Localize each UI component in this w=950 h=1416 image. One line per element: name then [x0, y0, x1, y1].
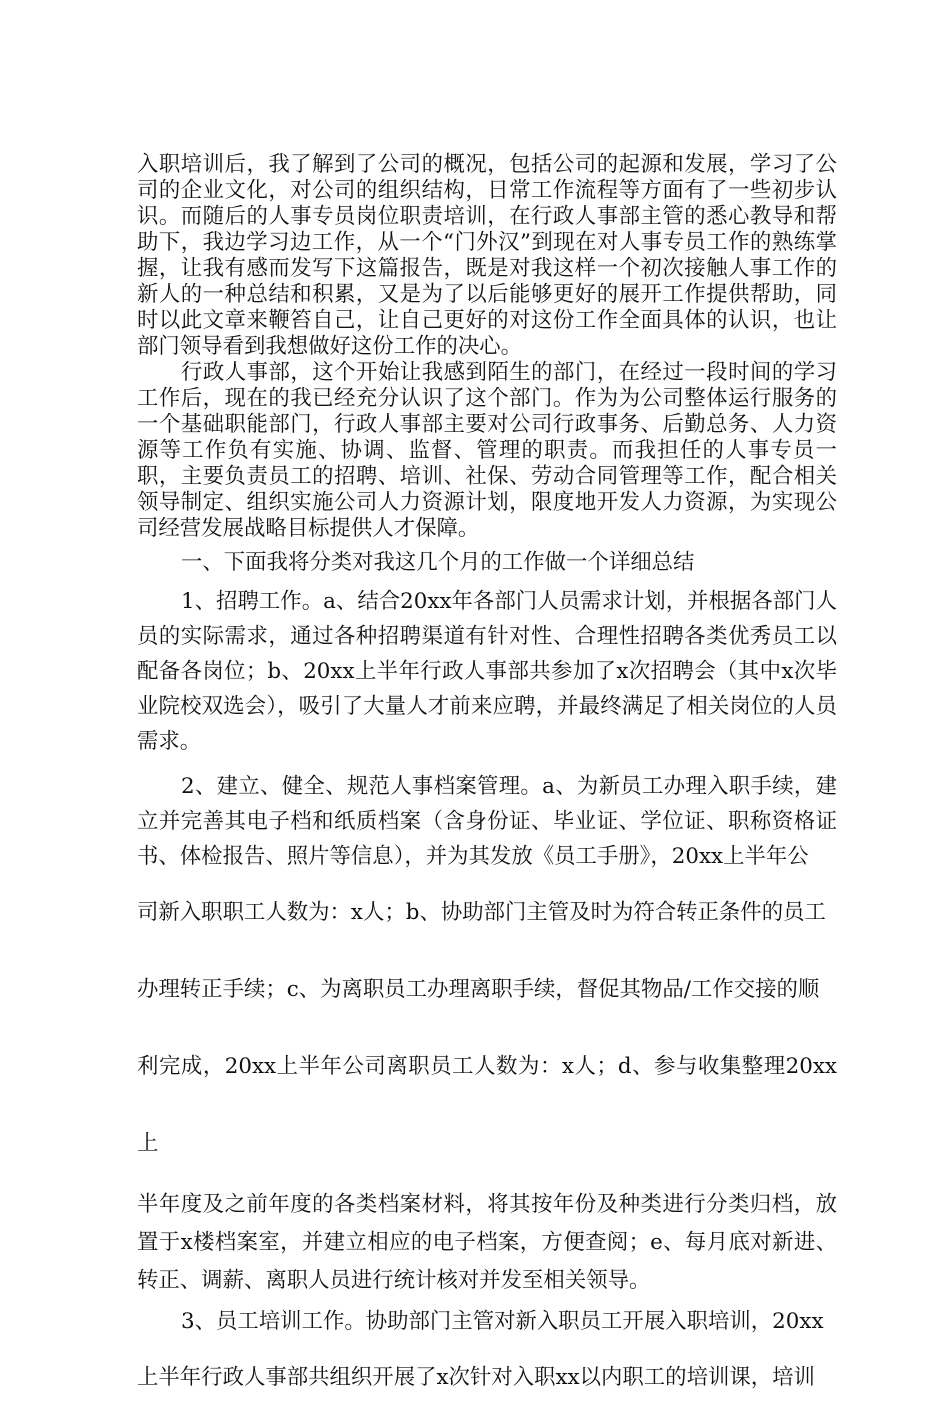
paragraph-training-line-2: 上半年行政人事部共组织开展了x次针对入职xx以内职工的培训课，培训 — [137, 1365, 815, 1390]
paragraph-intro: 入职培训后，我了解到了公司的概况，包括公司的起源和发展，学习了公司的企业文化，对公司的组织结构，日常工作流程等方面有了一些初步认识。而随后的人事专员岗位职责培训，在行政人事部主管的悉心教导和帮助下，我边学习边工作，从一个“门外汉”到现在对人事专员工作的熟练掌握，让我有感而发写下这篇报告，既是对我这样一个初次接触人事工作的新人的一种总结和积累，又是为了以后能够更好的展开工作提供帮助，同时以此文章来鞭笞自己，让自己更好的对这份工作全面具体的认识，也让部门领导看到我想做好这份工作的决心。 — [137, 152, 837, 359]
paragraph-training-line-1: 3、员工培训工作。协助部门主管对新入职员工开展入职培训，20xx — [181, 1309, 824, 1334]
document-body — [137, 152, 837, 1416]
paragraph-archives-line-2: 办理转正手续；c、为离职员工办理离职手续，督促其物品/工作交接的顺 — [137, 977, 820, 1002]
paragraph-archives-part-2: 半年度及之前年度的各类档案材料，将其按年份及种类进行分类归档，放置于x楼档案室，并建立相应的电子档案，方便查阅；e、每月底对新进、转正、调薪、离职人员进行统计核对并发至相关领导。 — [137, 1192, 837, 1293]
paragraph-summary-heading: 一、下面我将分类对我这几个月的工作做一个详细总结 — [181, 550, 695, 575]
paragraph-department: 行政人事部，这个开始让我感到陌生的部门，在经过一段时间的学习工作后，现在的我已经充分认识了这个部门。作为为公司整体运行服务的一个基础职能部门，行政人事部主要对公司行政事务、后勤总务、人力资源等工作负有实施、协调、监督、管理的职责。而我担任的人事专员一职，主要负责员工的招聘、培训、社保、劳动合同管理等工作，配合相关领导制定、组织实施公司人力资源计划，限度地开发人力资源，为实现公司经营发展战略目标提供人才保障。 — [137, 360, 837, 541]
paragraph-archives-line-3: 利完成，20xx上半年公司离职员工人数为：x人；d、参与收集整理20xx上 — [137, 1054, 837, 1156]
paragraph-archives-line-1: 司新入职职工人数为：x人；b、协助部门主管及时为符合转正条件的员工 — [137, 900, 826, 925]
paragraph-archives-part-1: 2、建立、健全、规范人事档案管理。a、为新员工办理入职手续，建立并完善其电子档和纸质档案（含身份证、毕业证、学位证、职称资格证书、体检报告、照片等信息），并为其发放《员工手册》，20xx上半年公 — [137, 774, 837, 869]
paragraph-recruitment: 1、招聘工作。a、结合20xx年各部门人员需求计划，并根据各部门人员的实际需求，通过各种招聘渠道有针对性、合理性招聘各类优秀员工以配备各岗位；b、20xx上半年行政人事部共参加了x次招聘会（其中x次毕业院校双选会），吸引了大量人才前来应聘，并最终满足了相关岗位的人员需求。 — [137, 589, 837, 754]
